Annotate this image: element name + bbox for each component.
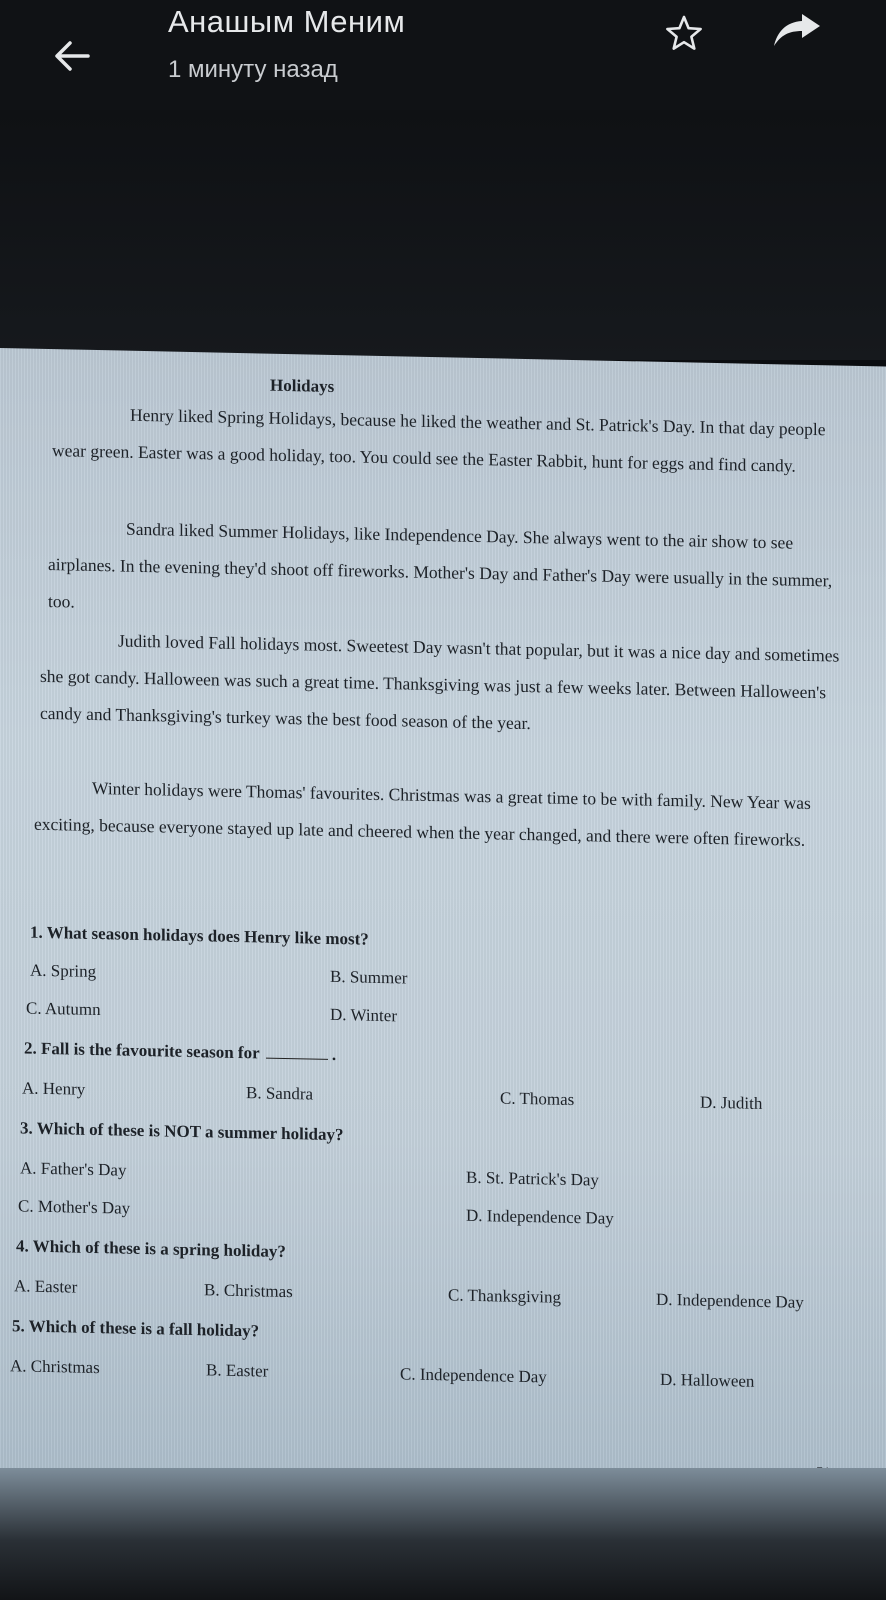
option-4d: D. Independence Day xyxy=(656,1289,804,1312)
question-1: 1. What season holidays does Henry like most? xyxy=(30,922,369,949)
option-2a: A. Henry xyxy=(22,1078,86,1099)
option-1d: D. Winter xyxy=(330,1004,397,1026)
option-2d: D. Judith xyxy=(700,1092,763,1113)
option-4c: C. Thanksgiving xyxy=(448,1285,562,1307)
question-3: 3. Which of these is NOT a summer holiday? xyxy=(20,1118,344,1145)
option-3c: C. Mother's Day xyxy=(18,1196,131,1218)
app-header xyxy=(0,0,886,110)
answer-blank xyxy=(266,1058,328,1060)
chat-title: Анашым Меним xyxy=(168,4,406,39)
question-5: 5. Which of these is a fall holiday? xyxy=(12,1316,260,1341)
option-3a: A. Father's Day xyxy=(20,1158,127,1180)
arrow-left-icon[interactable] xyxy=(52,38,92,74)
paragraph-judith: Judith loved Fall holidays most. Sweetest Day wasn't that popular, but it was a nice day and sometimes she got candy. Halloween was such a great time. Thanksgiving was just a few weeks later. Between Halloween's candy and Thanksgiving's turkey was the best food season of the year. xyxy=(40,630,840,734)
paragraph-henry: Henry liked Spring Holidays, because he liked the weather and St. Patrick's Day. In that day people wear green. Easter was a good holiday, too. You could see the Easter Rabbit, hunt for eggs and find candy. xyxy=(52,404,826,476)
option-5a: A. Christmas xyxy=(10,1356,100,1378)
option-4a: A. Easter xyxy=(14,1276,78,1297)
option-3d: D. Independence Day xyxy=(466,1205,614,1228)
timestamp: 1 минуту назад xyxy=(168,56,338,83)
option-4b: B. Christmas xyxy=(204,1280,293,1302)
option-2c: C. Thomas xyxy=(500,1088,575,1110)
option-1c: C. Autumn xyxy=(26,998,101,1020)
option-5b: B. Easter xyxy=(206,1360,269,1381)
worksheet-title: Holidays xyxy=(270,375,335,397)
photo-bottom-edge xyxy=(0,1468,886,1600)
option-3b: B. St. Patrick's Day xyxy=(466,1167,599,1190)
option-5c: C. Independence Day xyxy=(400,1364,547,1387)
paragraph-sandra: Sandra liked Summer Holidays, like Independence Day. She always went to the air show to see airplanes. In the evening they'd shoot off fireworks. Mother's Day and Father's Day were usually in the summer, too. xyxy=(48,518,833,612)
option-5d: D. Halloween xyxy=(660,1369,755,1391)
photo-dark-area xyxy=(0,110,886,360)
star-outline-icon[interactable] xyxy=(664,14,704,52)
option-1a: A. Spring xyxy=(30,960,97,982)
question-4: 4. Which of these is a spring holiday? xyxy=(16,1236,286,1261)
option-2b: B. Sandra xyxy=(246,1083,314,1104)
option-1b: B. Summer xyxy=(330,966,408,988)
question-2: 2. Fall is the favourite season for . xyxy=(24,1038,337,1065)
worksheet-photo xyxy=(0,348,886,1487)
paragraph-thomas: Winter holidays were Thomas' favourites. Christmas was a great time to be with family. New Year was exciting, because everyone stayed up late and cheered when the year changed, and there were often fireworks. xyxy=(34,777,811,850)
share-arrow-icon[interactable] xyxy=(772,12,822,48)
question-2-text: 2. Fall is the favourite season for xyxy=(24,1038,260,1063)
